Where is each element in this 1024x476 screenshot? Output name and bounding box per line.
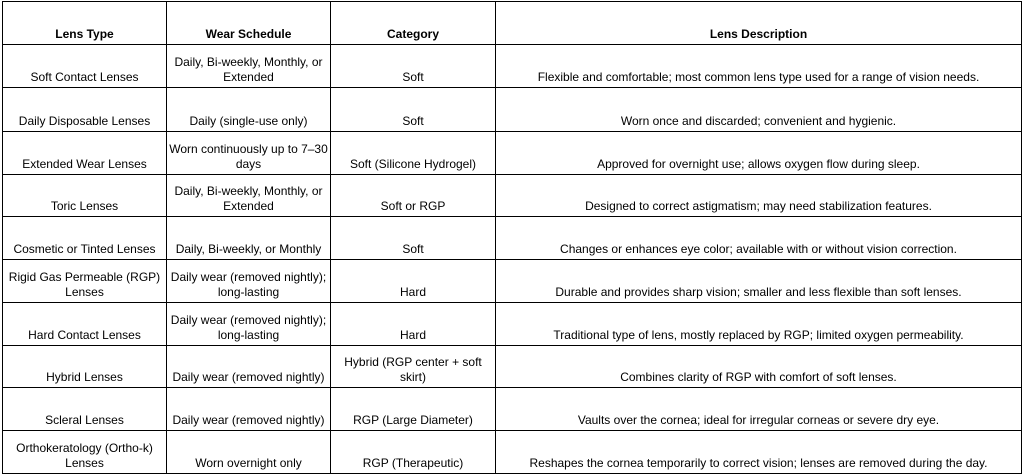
cell-wear-schedule[interactable]: Worn continuously up to 7–30 days [167, 132, 331, 175]
cell-lens-description[interactable]: Traditional type of lens, mostly replaced by RGP; limited oxygen permeability. [496, 303, 1022, 346]
header-lens-description[interactable]: Lens Description [496, 2, 1022, 45]
cell-lens-type[interactable]: Daily Disposable Lenses [3, 88, 167, 132]
cell-category[interactable]: Hard [331, 260, 496, 303]
cell-lens-type[interactable]: Cosmetic or Tinted Lenses [3, 217, 167, 260]
cell-wear-schedule[interactable]: Worn overnight only [167, 431, 331, 474]
cell-lens-description[interactable]: Changes or enhances eye color; available with or without vision correction. [496, 217, 1022, 260]
table-row [3, 303, 1022, 346]
cell-lens-type[interactable]: Extended Wear Lenses [3, 132, 167, 175]
cell-lens-description[interactable]: Flexible and comfortable; most common lens type used for a range of vision needs. [496, 45, 1022, 88]
table-row [3, 132, 1022, 175]
table-row [3, 346, 1022, 388]
table-row [3, 217, 1022, 260]
table-row [3, 260, 1022, 303]
cell-category[interactable]: Soft (Silicone Hydrogel) [331, 132, 496, 175]
cell-category[interactable]: Hard [331, 303, 496, 346]
cell-lens-description[interactable]: Approved for overnight use; allows oxygen flow during sleep. [496, 132, 1022, 175]
cell-category[interactable]: Soft [331, 88, 496, 132]
header-row [3, 2, 1022, 45]
cell-lens-type[interactable]: Orthokeratology (Ortho-k) Lenses [3, 431, 167, 474]
cell-wear-schedule[interactable]: Daily wear (removed nightly); long-lasting [167, 260, 331, 303]
cell-wear-schedule[interactable]: Daily wear (removed nightly) [167, 388, 331, 431]
cell-category[interactable]: Soft [331, 45, 496, 88]
table-row [3, 175, 1022, 217]
cell-wear-schedule[interactable]: Daily, Bi-weekly, Monthly, or Extended [167, 45, 331, 88]
cell-lens-description[interactable]: Combines clarity of RGP with comfort of soft lenses. [496, 346, 1022, 388]
lens-table [2, 1, 1022, 474]
cell-lens-description[interactable]: Vaults over the cornea; ideal for irregular corneas or severe dry eye. [496, 388, 1022, 431]
cell-category[interactable]: Soft [331, 217, 496, 260]
table-row [3, 45, 1022, 88]
cell-category[interactable]: RGP (Large Diameter) [331, 388, 496, 431]
cell-lens-description[interactable]: Worn once and discarded; convenient and hygienic. [496, 88, 1022, 132]
cell-lens-description[interactable]: Designed to correct astigmatism; may need stabilization features. [496, 175, 1022, 217]
cell-category[interactable]: Hybrid (RGP center + soft skirt) [331, 346, 496, 388]
cell-lens-type[interactable]: Scleral Lenses [3, 388, 167, 431]
cell-wear-schedule[interactable]: Daily, Bi-weekly, or Monthly [167, 217, 331, 260]
cell-lens-type[interactable]: Hard Contact Lenses [3, 303, 167, 346]
cell-lens-type[interactable]: Hybrid Lenses [3, 346, 167, 388]
table-row [3, 388, 1022, 431]
cell-wear-schedule[interactable]: Daily wear (removed nightly) [167, 346, 331, 388]
cell-lens-type[interactable]: Toric Lenses [3, 175, 167, 217]
header-category[interactable]: Category [331, 2, 496, 45]
cell-category[interactable]: RGP (Therapeutic) [331, 431, 496, 474]
table-row [3, 88, 1022, 132]
cell-wear-schedule[interactable]: Daily, Bi-weekly, Monthly, or Extended [167, 175, 331, 217]
cell-lens-description[interactable]: Reshapes the cornea temporarily to correct vision; lenses are removed during the day. [496, 431, 1022, 474]
cell-lens-type[interactable]: Rigid Gas Permeable (RGP) Lenses [3, 260, 167, 303]
header-lens-type[interactable]: Lens Type [3, 2, 167, 45]
cell-category[interactable]: Soft or RGP [331, 175, 496, 217]
cell-wear-schedule[interactable]: Daily wear (removed nightly); long-lasting [167, 303, 331, 346]
header-wear-schedule[interactable]: Wear Schedule [167, 2, 331, 45]
cell-wear-schedule[interactable]: Daily (single-use only) [167, 88, 331, 132]
table-row [3, 431, 1022, 474]
cell-lens-description[interactable]: Durable and provides sharp vision; smaller and less flexible than soft lenses. [496, 260, 1022, 303]
cell-lens-type[interactable]: Soft Contact Lenses [3, 45, 167, 88]
